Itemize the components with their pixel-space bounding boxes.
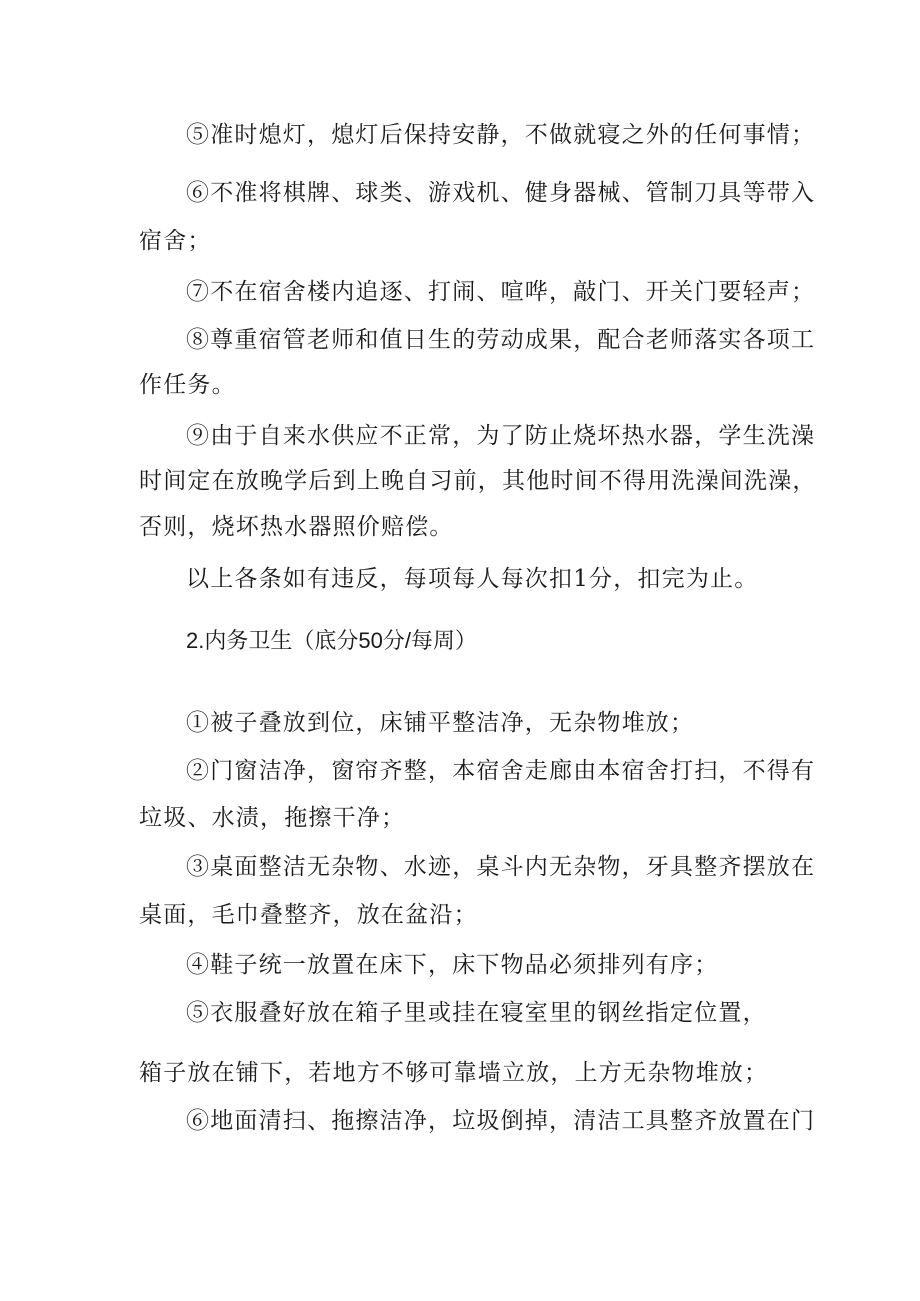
hygiene-item-2-line-2: 垃圾、水渍，拖擦干净； [139,805,406,831]
hygiene-item-5-line-1: ⑤衣服叠好放在箱子里或挂在寝室里的钢丝指定位置， [186,1000,767,1026]
rule-item-9-line-1: ⑨由于自来水供应不正常，为了防止烧坏热水器，学生洗澡 [186,423,816,449]
hygiene-item-6-line-1: ⑥地面清扫、拖擦洁净，垃圾倒掉，清洁工具整齐放置在门 [186,1108,816,1134]
rule-item-6-line-2: 宿舍； [139,228,212,254]
rule-item-8-line-2: 作任务。 [139,372,236,398]
rule-item-7: ⑦不在宿舍楼内追逐、打闹、喧哗，敲门、开关门要轻声； [186,279,816,305]
hygiene-item-5-line-2: 箱子放在铺下，若地方不够可靠墙立放，上方无杂物堆放； [139,1060,769,1086]
penalty-note: 以上各条如有违反，每项每人每次扣1分，扣完为止。 [186,566,759,592]
rule-item-8-line-1: ⑧尊重宿管老师和值日生的劳动成果，配合老师落实各项工 [186,327,816,353]
rule-item-6-line-1: ⑥不准将棋牌、球类、游戏机、健身器械、管制刀具等带入 [186,180,816,206]
rule-item-9-line-3: 否则，烧坏热水器照价赔偿。 [139,514,454,540]
rule-item-5: ⑤准时熄灯，熄灯后保持安静，不做就寝之外的任何事情； [186,122,816,148]
hygiene-item-3-line-2: 桌面，毛巾叠整齐，放在盆沿； [139,902,478,928]
hygiene-item-2-line-1: ②门窗洁净，窗帘齐整，本宿舍走廊由本宿舍打扫，不得有 [186,758,816,784]
hygiene-item-1: ①被子叠放到位，床铺平整洁净，无杂物堆放； [186,710,695,736]
hygiene-item-4: ④鞋子统一放置在床下，床下物品必须排列有序； [186,952,719,978]
hygiene-item-3-line-1: ③桌面整洁无杂物、水迹，桌斗内无杂物，牙具整齐摆放在 [186,854,816,880]
rule-item-9-line-2: 时间定在放晚学后到上晚自习前，其他时间不得用洗澡间洗澡， [139,468,817,494]
section-heading: 2.内务卫生（底分50分/每周） [186,628,477,653]
